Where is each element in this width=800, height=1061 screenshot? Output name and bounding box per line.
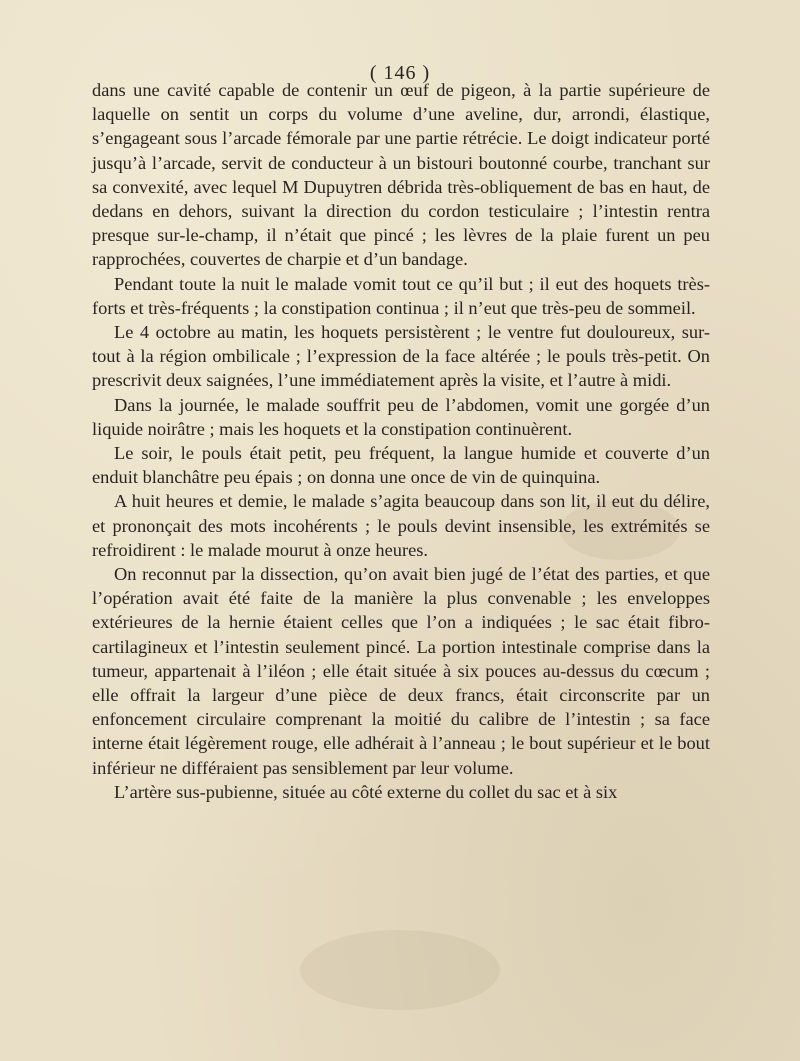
paragraph: dans une cavité capable de contenir un œuf de pigeon, à la partie supérieure de laquelle on sentit un corps du volume d’une aveline, dur, arrondi, élastique, s’engageant sous l’arcade fémorale par une partie rétrécie. Le doigt indicateur porté jusqu’à l’arcade, servit de conducteur à un bistouri boutonné courbe, tranchant sur sa convexité, avec lequel M Dupuytren débrida très-obliquement de bas en haut, de dedans en dehors, suivant la direction du cordon testiculaire ; l’intestin rentra presque sur-le-champ, il n’était que pincé ; les lèvres de la plaie furent un peu rapprochées, couvertes de charpie et d’un bandage. [92,80,710,270]
paragraph: L’artère sus-pubienne, située au côté externe du collet du sac et à six [114,781,618,802]
page-number: ( 146 ) [369,62,431,84]
body-text [92,78,710,804]
paragraph: Le 4 octobre au matin, les hoquets persistèrent ; le ventre fut douloureux, sur-tout à la région ombilicale ; l’expression de la face altérée ; le pouls très-petit. On prescrivit deux saignées, l’une immédiatement après la visite, et l’autre à midi. [92,322,710,391]
paragraph: On reconnut par la dissection, qu’on avait bien jugé de l’état des parties, et que l’opération avait été faite de la manière la plus convenable ; les enveloppes extérieures de la hernie étaient celles que l’on a indiquées ; le sac était fibro-cartilagineux et l’intestin seulement pincé. La portion intestinale comprise dans la tumeur, appartenait à l’iléon ; elle était située à six pouces au-dessus du cœcum ; elle offrait la largeur d’une pièce de deux francs, était circonscrite par un enfoncement circulaire comprenant la moitié du calibre de l’intestin ; sa face interne était légèrement rouge, elle adhérait à l’anneau ; le bout supérieur et le bout inférieur ne différaient pas sensiblement par leur volume. [92,564,710,778]
paragraph: Le soir, le pouls était petit, peu fréquent, la langue humide et couverte d’un enduit blanchâtre peu épais ; on donna une once de vin de quinquina. [92,443,710,488]
paper-stain [300,930,500,1010]
paragraph: Dans la journée, le malade souffrit peu de l’abdomen, vomit une gorgée d’un liquide noirâtre ; mais les hoquets et la constipation continuèrent. [92,394,710,439]
paragraph: A huit heures et demie, le malade s’agita beaucoup dans son lit, il eut du délire, et prononçait des mots incohérents ; le pouls devint insensible, les extrémités se refroidirent : le malade mourut à onze heures. [92,491,710,560]
paragraph: Pendant toute la nuit le malade vomit tout ce qu’il but ; il eut des hoquets très-forts et très-fréquents ; la constipation continua ; il n’eut que très-peu de sommeil. [92,273,710,318]
